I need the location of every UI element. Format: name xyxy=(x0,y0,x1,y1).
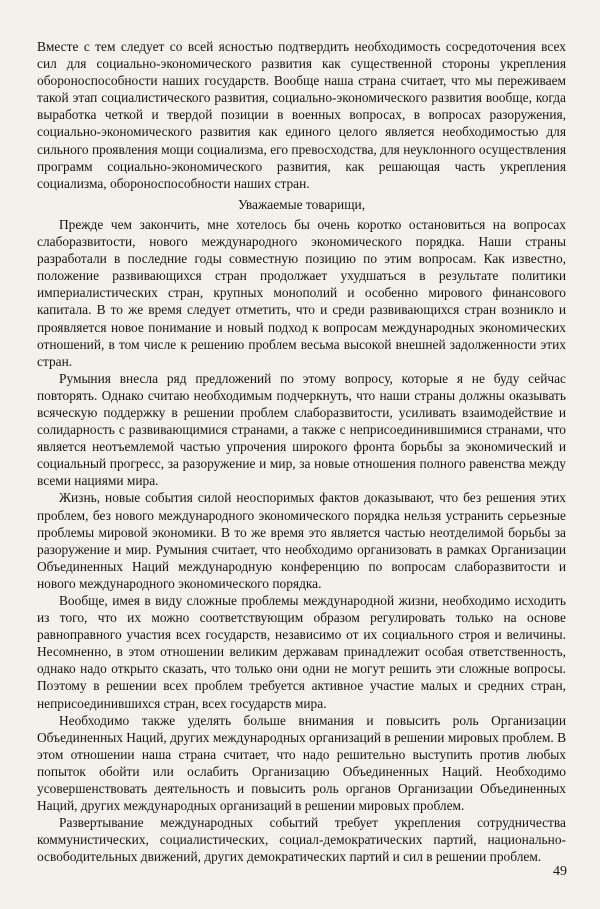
paragraph-6: Необходимо также уделять больше внимания и повысить роль Организации Объединенных Наций, других международных организаций в решении мировых проблем. В этом отношении наша страна считает, что надо решительно выступить против любых попыток обойти или ослабить Организацию Объединенных Наций. Необходимо усовершенствовать деятельность и повысить роль органов Организации Объединенных Наций, других международных организаций в решении мировых проблем. xyxy=(37,712,566,814)
paragraph-4: Жизнь, новые события силой неоспоримых фактов доказывают, что без решения этих проблем, без нового международного экономического порядка нельзя устранить серьезные проблемы мировой экономики. В то же время это является частью неотделимой борьбы за разоружение и мир. Румыния считает, что необходимо организовать в рамках Организации Объединенных Наций международную конференцию по вопросам слаборазвитости и нового международного экономического порядка. xyxy=(37,490,566,591)
paragraph-5: Вообще, имея в виду сложные проблемы международной жизни, необходимо исходить из того, что их можно соответствующим образом регулировать только на основе равноправного участия всех государств, независимо от их социального строя и величины. Несомненно, в этом отношении великим державам принадлежит особая ответственность, однако надо открыто сказать, что только они одни не могут решить эти сложные вопросы. Поэтому в решении всех проблем требуется активное участие малых и средних стран, неприсоединившихся стран, всех государств мира. xyxy=(37,593,566,711)
paragraph-7: Развертывание международных событий требует укрепления сотрудничества коммунистических, социалистических, социал-демократических партий, национально-освободительных движений, других демократических партий и сил в решении проблем. xyxy=(37,815,566,865)
paragraph-3: Румыния внесла ряд предложений по этому вопросу, которые я не буду сейчас повторять. Однако считаю необходимым подчеркнуть, что наши страны должны оказывать всяческую поддержку в решении проблем слаборазвитости, усиливать взаимодействие и солидарность с развивающимися странами, а также с неприсоединившимися странами, что является неотъемлемой частью упрочения широкого фронта борьбы за экономический и социальный прогресс, за разоружение и мир, за новые отношения полного равенства между всеми нациями мира. xyxy=(37,370,566,489)
paragraph-2: Прежде чем закончить, мне хотелось бы очень коротко остановиться на вопросах слаборазвитости, нового международного экономического порядка. Наши страны разработали в последние годы совместную позицию по этим вопросам. Как известно, положение развивающихся стран продолжает ухудшаться в результате политики империалистических стран, крупных монополий и особенно мирового финансового капитала. В то же время следует отметить, что и среди развивающихся стран возникло и проявляется новое понимание и новый подход к вопросам международных экономических отношений, в том числе к решению проблем весьма высокой внешней задолженности этих стран. xyxy=(37,216,566,369)
paragraph-1: Вместе с тем следует со всей ясностью подтвердить необходимость сосредоточения всех сил для социально-экономического развития как существенной стороны укрепления обороноспособности наших государств. Вообще наша страна считает, что мы переживаем такой этап социалистического развития, социально-экономического развития вообще, когда выработка четкой и твердой позиции в военных вопросах, в вопросах разоружения, социально-экономического развития как единого целого является необходимостью для сильного проявления мощи социализма, его превосходства, для неуклонного осуществления программ социально-экономического развития, как решающая часть укрепления социализма, обороноспособности наших стран. xyxy=(37,39,566,191)
page-number: 49 xyxy=(553,864,567,879)
section-heading: Уважаемые товарищи, xyxy=(237,196,366,212)
